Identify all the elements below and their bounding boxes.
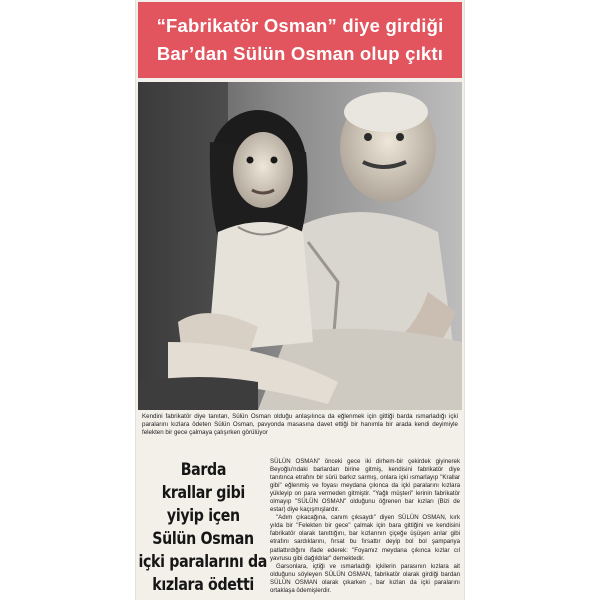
subheadline-line: yiyip içen: [166, 506, 240, 525]
article-paragraph: Garsonlara, içtiği ve ısmarladığı içkilerin parasının kızlara ait olduğunu söyleyen SÜLÜN OSMAN, fabrikatör olarak girdiği bardan SÜLÜN OSMAN olarak çıkarken , bar kızları da içki paralarını ortaklaşa ödemişlerdir.: [270, 562, 460, 594]
article-paragraph: SÜLÜN OSMAN” önceki gece iki dirhem-bir çekirdek giyinerek Beyoğlu'ndaki barlardan birine gitmiş, kendisini fabrikatör diye tanıtınca etrafını bir sürü barkız sarmış, onlara içki ısmarlayıp "Krallar gibi" eğlenmiş ve foyası meydana çıkınca da içki paralarını kızlara yükleyip on para vermeden gitmiştir. "Yağlı müşteri" lerinin fabrikatör olmayıp "SÜLÜN OSMAN" olduğunu öğrenen bar kızları (Bizi de estar) diye kaçışmışlardır.: [270, 458, 460, 514]
photo-caption: Kendini fabrikatör diye tanıtan, Sülün Osman olduğu anlaşılınca da eğlenmek için gittiği barda ısmarladığı içki paralarını kızlara ödeten Sülün Osman, pavyonda masasına davet ettiği bir hanımla bir arada kendi deyimiyle felekten bir gece çalmaya çalışırken görülüyor: [142, 413, 458, 437]
subheadline-line: krallar gibi: [161, 483, 245, 502]
article-body: [270, 458, 460, 595]
headline-line-1: “Fabrikatör Osman” diye girdiği: [156, 15, 444, 36]
subheadline-line: içki paralarını da: [138, 552, 268, 571]
subheadline-line: kızlara ödetti: [152, 575, 254, 594]
article-subheadline: [138, 458, 268, 596]
subheadline-line: Barda: [180, 460, 226, 479]
newspaper-clipping: [136, 0, 464, 600]
headline-line-2: Bar’dan Sülün Osman olup çıktı: [156, 43, 444, 64]
subheadline-line: Sülün Osman: [152, 529, 254, 548]
article-paragraph: "Adım çıkacağına, canım çıksaydı" diyen SÜLÜN OSMAN, kırk yılda bir "Felekten bir gece" çalmak için bara gittiğini ve kendisini fabrikatör olarak tanıttığını, bar kızlarının çiçeğe üşüşen arılar gibi etrafını sardıklarını, fırsat bu fırsattır deyip bol bol şampanya patlattırdığını ifade ederek: "Foyamız meydana çıkınca kızlar cıl yavrusu gibi dağıldılar" demektedir.: [270, 514, 460, 562]
news-photo: [138, 82, 462, 410]
newspaper-photo-icon: [138, 82, 462, 410]
headline-banner: [138, 2, 462, 78]
